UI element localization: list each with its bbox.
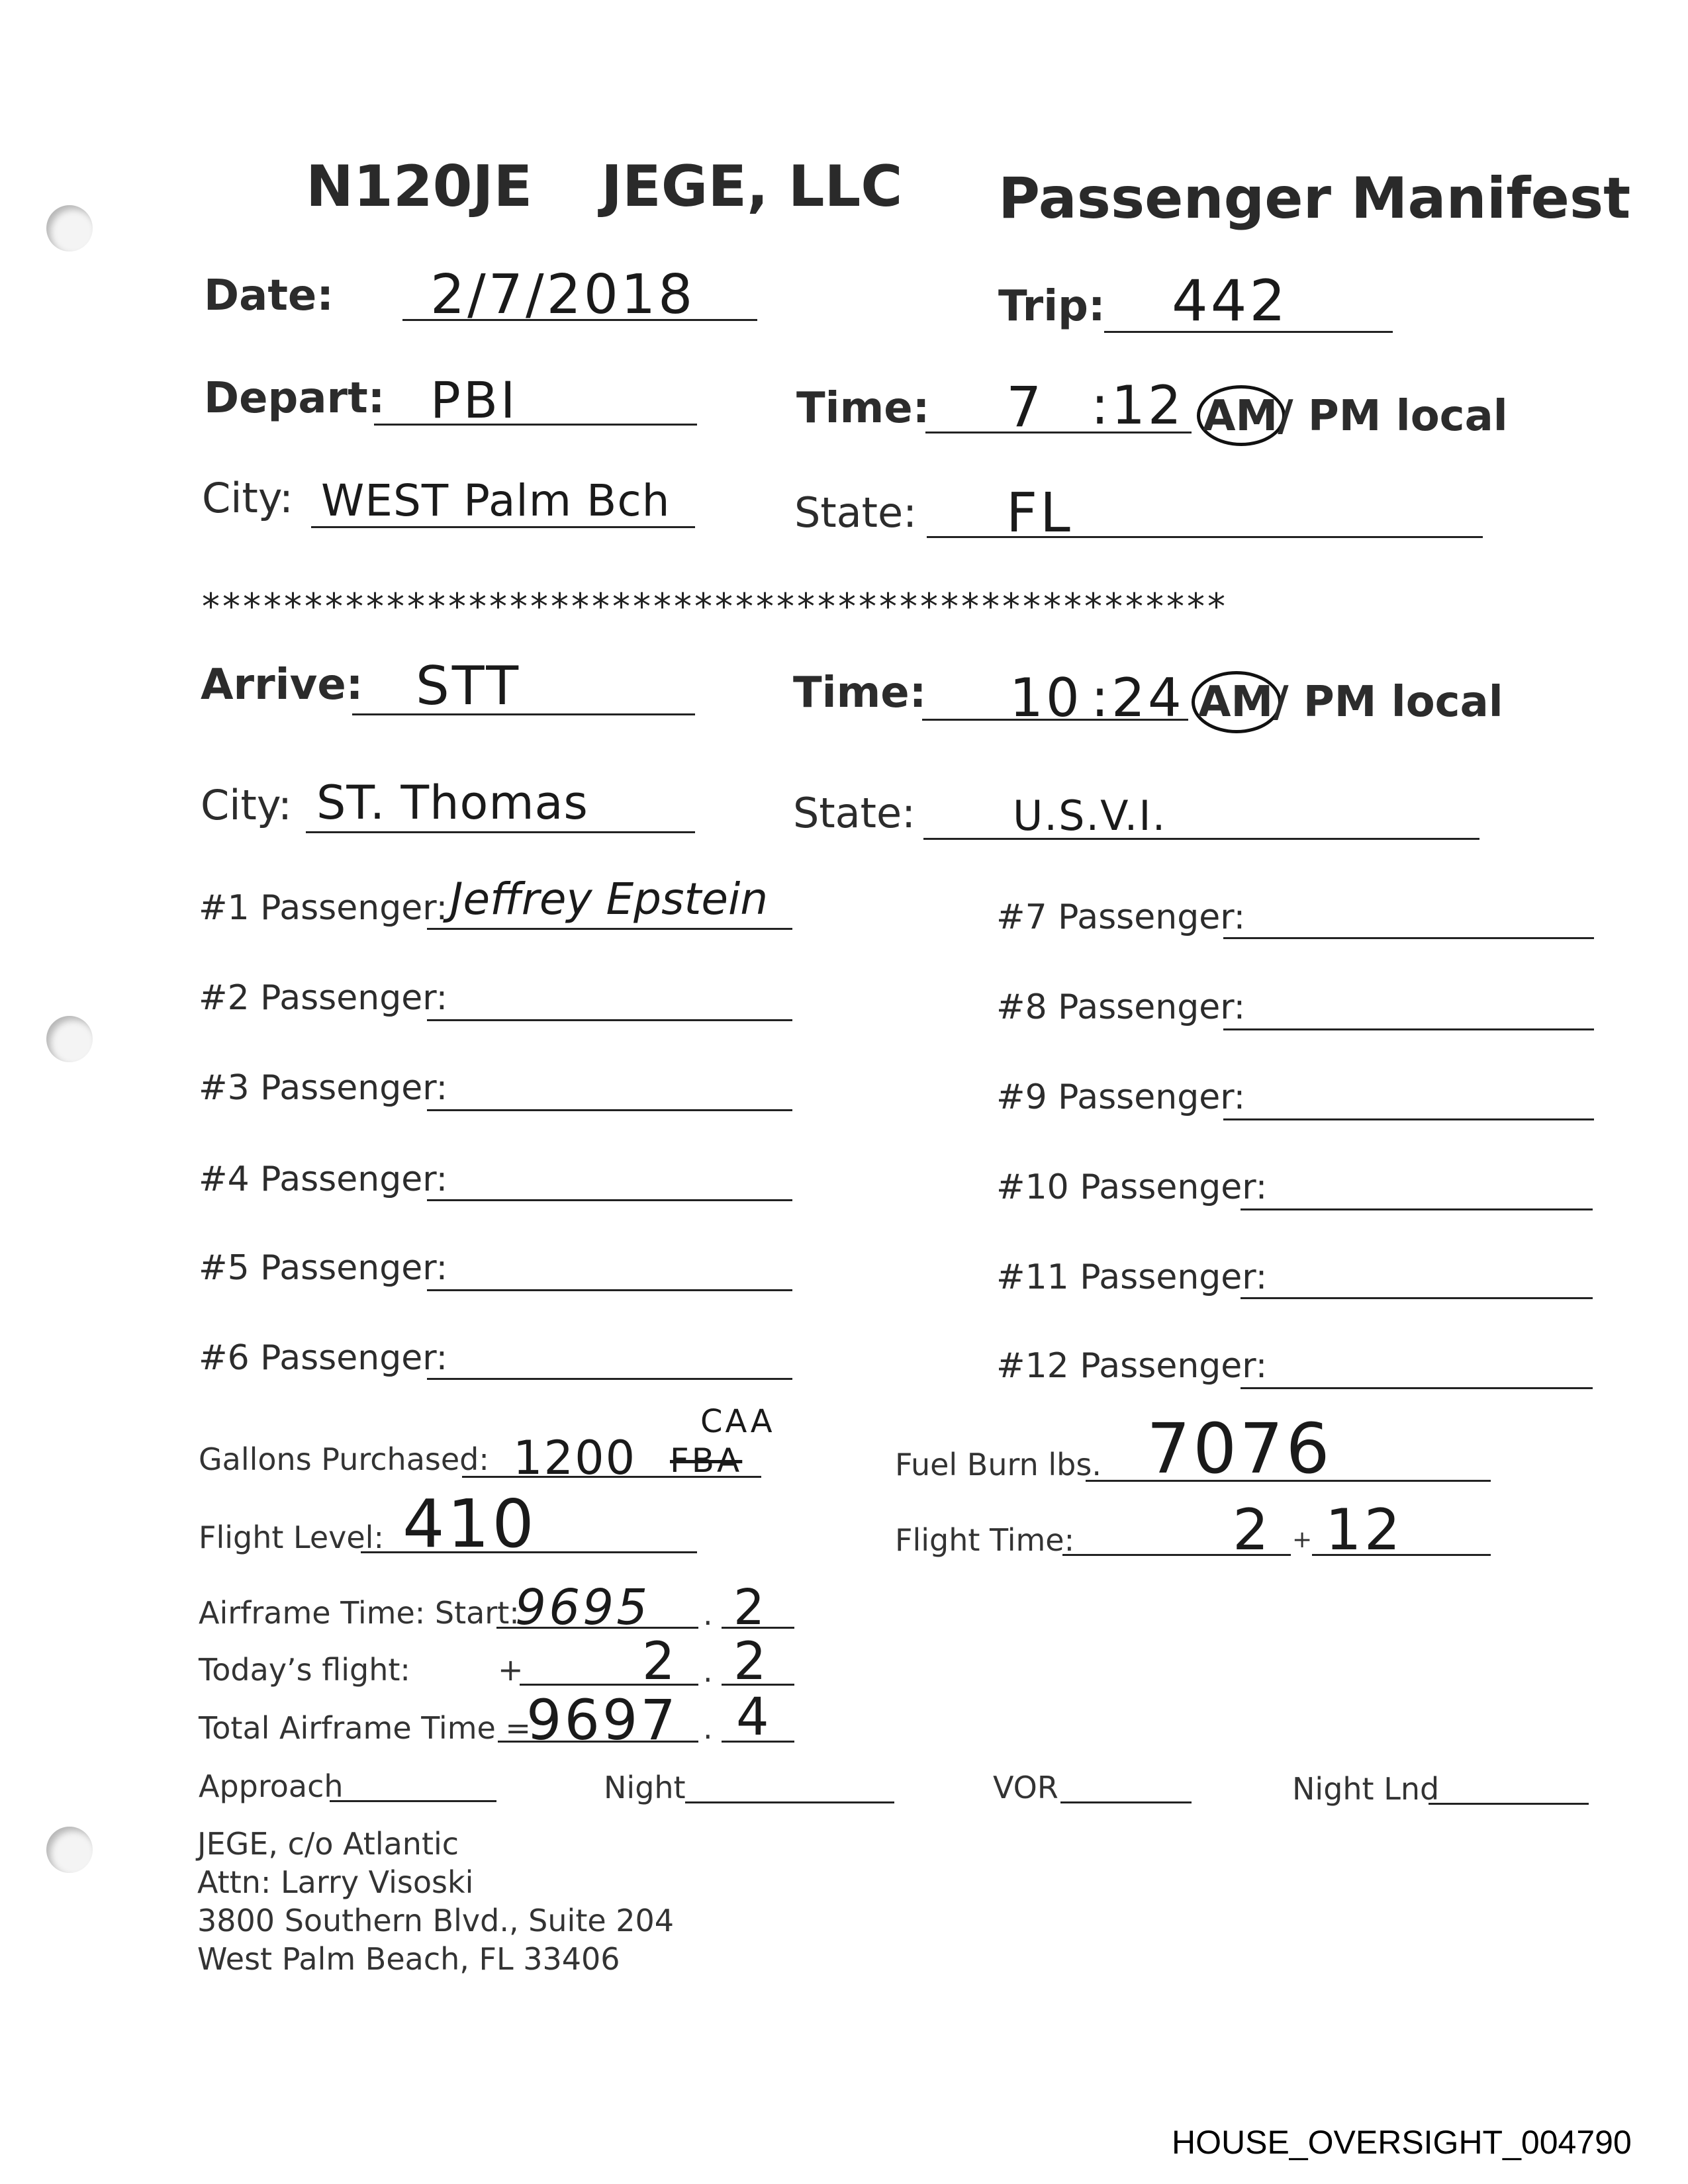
total-airframe-dot: . <box>703 1710 713 1746</box>
airframe-start-whole: 9695 <box>515 1579 651 1636</box>
trip-value: 442 <box>1172 268 1289 334</box>
total-airframe-label: Total Airframe Time = <box>199 1710 531 1746</box>
gallons-note: CAA <box>700 1403 775 1440</box>
depart-line <box>374 424 697 426</box>
tail-number: N120JE <box>306 154 533 220</box>
gallons-value: 1200 <box>513 1431 637 1485</box>
todays-flight-dot: . <box>703 1653 713 1689</box>
passenger-10-label: #10 Passenger: <box>996 1167 1268 1207</box>
date-label: Date: <box>204 271 334 320</box>
airframe-start-dot: . <box>703 1596 713 1632</box>
address-line-3: 3800 Southern Blvd., Suite 204 <box>197 1903 675 1938</box>
approach-line <box>330 1800 496 1802</box>
depart-ampm-label: AM/ PM local <box>1203 392 1508 441</box>
arrive-time-minute: :24 <box>1091 667 1184 729</box>
depart-state-label: State: <box>794 488 917 537</box>
company-name: JEGE, LLC <box>601 154 903 220</box>
arrive-line <box>352 713 695 715</box>
arrive-value: STT <box>416 655 522 717</box>
binder-hole-top <box>46 205 93 251</box>
todays-flight-tenth: 2 <box>733 1632 769 1692</box>
depart-city-label: City: <box>202 474 293 522</box>
passenger-8-label: #8 Passenger: <box>996 987 1246 1027</box>
passenger-9-line <box>1223 1118 1594 1120</box>
night-landing-label: Night Lnd <box>1292 1771 1440 1807</box>
passenger-1-label: #1 Passenger: <box>199 888 448 928</box>
depart-time-hour: 7 <box>1006 375 1045 439</box>
passenger-2-label: #2 Passenger: <box>199 978 448 1018</box>
passenger-6-label: #6 Passenger: <box>199 1338 448 1378</box>
approach-label: Approach <box>199 1768 344 1804</box>
binder-hole-middle <box>46 1016 93 1062</box>
flight-time-plus: + <box>1292 1526 1313 1553</box>
arrive-city-line <box>306 831 695 833</box>
depart-time-minute: :12 <box>1091 375 1184 436</box>
trip-label: Trip: <box>998 282 1105 331</box>
passenger-1-line <box>427 928 792 930</box>
date-value: 2/7/2018 <box>430 263 696 326</box>
flight-time-label: Flight Time: <box>895 1522 1075 1558</box>
night-line <box>685 1801 894 1803</box>
flight-level-value: 410 <box>402 1485 537 1563</box>
passenger-8-line <box>1223 1028 1594 1030</box>
todays-flight-whole: 2 <box>642 1632 678 1692</box>
fuel-burn-value: 7076 <box>1147 1408 1333 1489</box>
passenger-3-label: #3 Passenger: <box>199 1068 448 1108</box>
passenger-12-label: #12 Passenger: <box>996 1346 1268 1386</box>
arrive-city-value: ST. Thomas <box>316 776 588 830</box>
depart-state-value: FL <box>1006 482 1073 545</box>
vor-line <box>1060 1801 1192 1803</box>
passenger-6-line <box>427 1378 792 1380</box>
passenger-4-label: #4 Passenger: <box>199 1160 448 1199</box>
arrive-time-hour: 10 <box>1009 667 1082 729</box>
arrive-state-value: U.S.V.I. <box>1013 792 1167 840</box>
passenger-1-value: Jeffrey Epstein <box>450 874 769 925</box>
arrive-label: Arrive: <box>201 660 363 709</box>
passenger-2-line <box>427 1019 792 1021</box>
page-title: Passenger Manifest <box>998 165 1631 232</box>
arrive-state-line <box>923 838 1479 840</box>
passenger-10-line <box>1241 1208 1593 1210</box>
flight-level-label: Flight Level: <box>199 1520 384 1555</box>
depart-value: PBI <box>430 371 518 430</box>
passenger-11-label: #11 Passenger: <box>996 1257 1268 1297</box>
passenger-3-line <box>427 1109 792 1111</box>
passenger-11-line <box>1241 1297 1593 1299</box>
arrive-ampm-label: AM/ PM local <box>1198 678 1503 727</box>
night-landing-line <box>1429 1803 1589 1805</box>
passenger-5-line <box>427 1289 792 1291</box>
depart-time-label: Time: <box>796 384 930 433</box>
passenger-12-line <box>1241 1387 1593 1389</box>
arrive-city-label: City: <box>201 781 292 829</box>
separator-stars: ************************************************** <box>202 586 1228 627</box>
passenger-5-label: #5 Passenger: <box>199 1248 448 1288</box>
airframe-start-label: Airframe Time: Start: <box>199 1595 520 1631</box>
flight-time-minutes: 12 <box>1325 1497 1403 1563</box>
bates-number: HOUSE_OVERSIGHT_004790 <box>1172 2124 1632 2161</box>
total-airframe-whole: 9697 <box>526 1688 679 1752</box>
fuel-burn-label: Fuel Burn lbs. <box>895 1447 1102 1482</box>
address-line-4: West Palm Beach, FL 33406 <box>197 1941 620 1977</box>
address-line-1: JEGE, c/o Atlantic <box>197 1826 459 1862</box>
flight-time-hours: 2 <box>1233 1497 1272 1563</box>
todays-flight-label: Today’s flight: <box>199 1652 410 1688</box>
total-airframe-tenth: 4 <box>736 1688 772 1747</box>
vor-label: VOR <box>993 1770 1058 1805</box>
arrive-state-label: State: <box>793 789 916 837</box>
depart-city-line <box>311 526 695 528</box>
passenger-4-line <box>427 1199 792 1201</box>
binder-hole-bottom <box>46 1827 93 1873</box>
todays-flight-plus: + <box>498 1652 524 1688</box>
address-line-2: Attn: Larry Visoski <box>197 1864 474 1900</box>
gallons-label: Gallons Purchased: <box>199 1441 489 1477</box>
passenger-7-label: #7 Passenger: <box>996 897 1246 937</box>
depart-city-value: WEST Palm Bch <box>321 475 671 526</box>
passenger-9-label: #9 Passenger: <box>996 1077 1246 1117</box>
depart-label: Depart: <box>204 374 385 423</box>
gallons-struck-text: FBA <box>670 1441 743 1480</box>
passenger-7-line <box>1223 937 1594 939</box>
arrive-time-label: Time: <box>793 668 927 717</box>
night-label: Night <box>604 1770 686 1805</box>
airframe-start-tenth: 2 <box>733 1579 768 1636</box>
